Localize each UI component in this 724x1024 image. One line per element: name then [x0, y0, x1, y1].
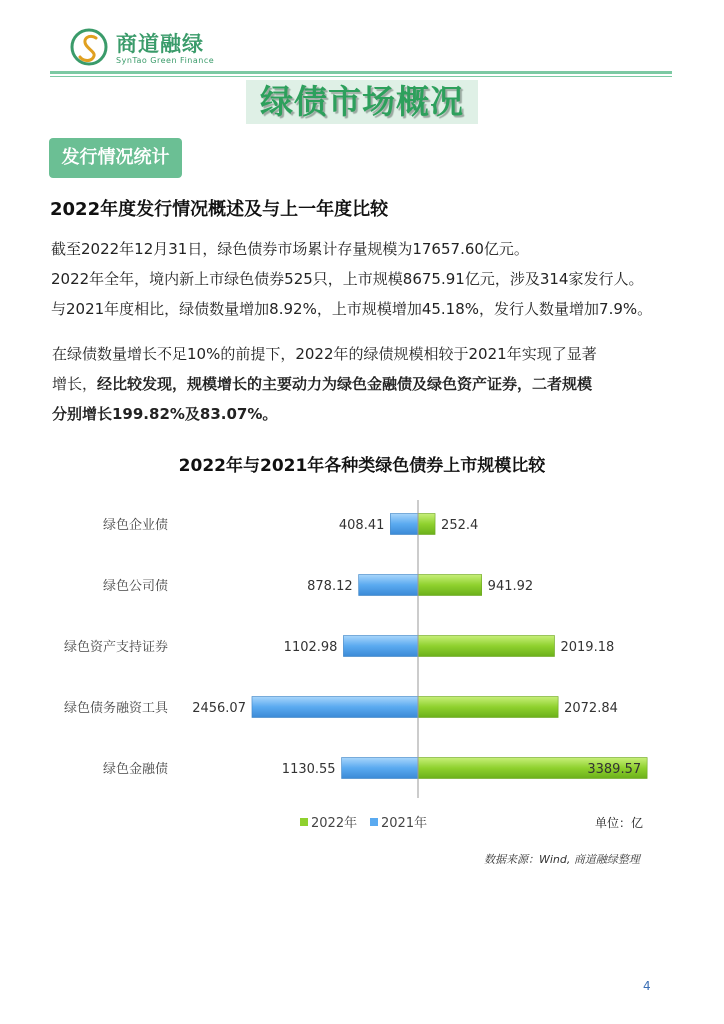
callout-line-3 — [52, 403, 277, 424]
subheading: 2022年度发行情况概述及与上一年度比较 — [50, 199, 389, 220]
callout-line-1: 在绿债数量增长不足10%的前提下，2022年的绿债规模相较于2021年实现了显著 — [52, 345, 597, 363]
data-label-2021: 878.12 — [307, 579, 353, 594]
category-label: 绿色企业债 — [102, 518, 168, 533]
data-label-2022: 252.4 — [441, 518, 479, 533]
data-label-2021: 1102.98 — [283, 640, 338, 655]
legend-label: 2022年 — [311, 816, 358, 831]
section-tag: 发行情况统计 — [49, 138, 182, 178]
bar-2021 — [343, 636, 418, 657]
category-label: 绿色资产支持证券 — [63, 640, 168, 655]
data-label-2021: 1130.55 — [281, 762, 336, 777]
bar-2021 — [252, 697, 418, 718]
callout-line-2-normal: 增长， — [52, 375, 98, 393]
category-label: 绿色金融债 — [102, 762, 168, 777]
data-label-2021: 2456.07 — [192, 701, 246, 716]
bar-2021 — [342, 758, 418, 779]
data-label-2022: 941.92 — [487, 579, 534, 594]
legend-swatch — [370, 818, 378, 826]
unit-label: 单位：亿 — [595, 816, 644, 830]
data-label-2022: 2072.84 — [564, 701, 618, 716]
chart-title: 2022年与2021年各种类绿色债券上市规模比较 — [178, 456, 546, 476]
legend-swatch — [300, 818, 308, 826]
paragraph-stock: 截至2022年12月31日，绿色债券市场累计存量规模为17657.60亿元。 — [51, 240, 529, 258]
legend-label: 2021年 — [381, 816, 428, 831]
bar-2021 — [359, 575, 418, 596]
data-label-2021: 408.41 — [338, 518, 385, 533]
logo — [68, 26, 228, 68]
callout-line-2 — [52, 373, 592, 394]
data-label-2022: 2019.18 — [560, 640, 615, 655]
data-label-2022: 3389.57 — [587, 762, 642, 777]
bar-2022 — [418, 697, 558, 718]
syntao-logo-icon — [68, 26, 110, 68]
paragraph-annual: 2022年全年，境内新上市绿色债券525只，上市规模8675.91亿元，涉及314家发行人。 — [51, 270, 644, 288]
header-divider — [50, 71, 672, 77]
bar-2022 — [418, 575, 482, 596]
bar-2022 — [418, 636, 554, 657]
callout-line-3-bold: 分别增长199.82%及83.07%。 — [52, 405, 278, 423]
page-number: 4 — [643, 979, 651, 993]
bar-2021 — [390, 514, 418, 535]
paragraph-comparison: 与2021年度相比，绿债数量增加8.92%，上市规模增加45.18%，发行人数量增加7.9%。 — [51, 300, 653, 318]
callout-line-2-bold: 经比较发现，规模增长的主要动力为绿色金融债及绿色资产证券，二者规模 — [97, 375, 593, 393]
category-label: 绿色公司债 — [102, 579, 168, 594]
logo-text-cn: 商道融绿 — [116, 32, 204, 56]
source-note: 数据来源：Wind, 商道融绿整理 — [484, 853, 640, 866]
category-label: 绿色债务融资工具 — [63, 701, 168, 716]
page-title: 绿债市场概况 — [246, 80, 478, 124]
bar-chart — [0, 490, 724, 850]
logo-text-en: SynTao Green Finance — [116, 56, 215, 65]
bar-2022 — [418, 514, 435, 535]
